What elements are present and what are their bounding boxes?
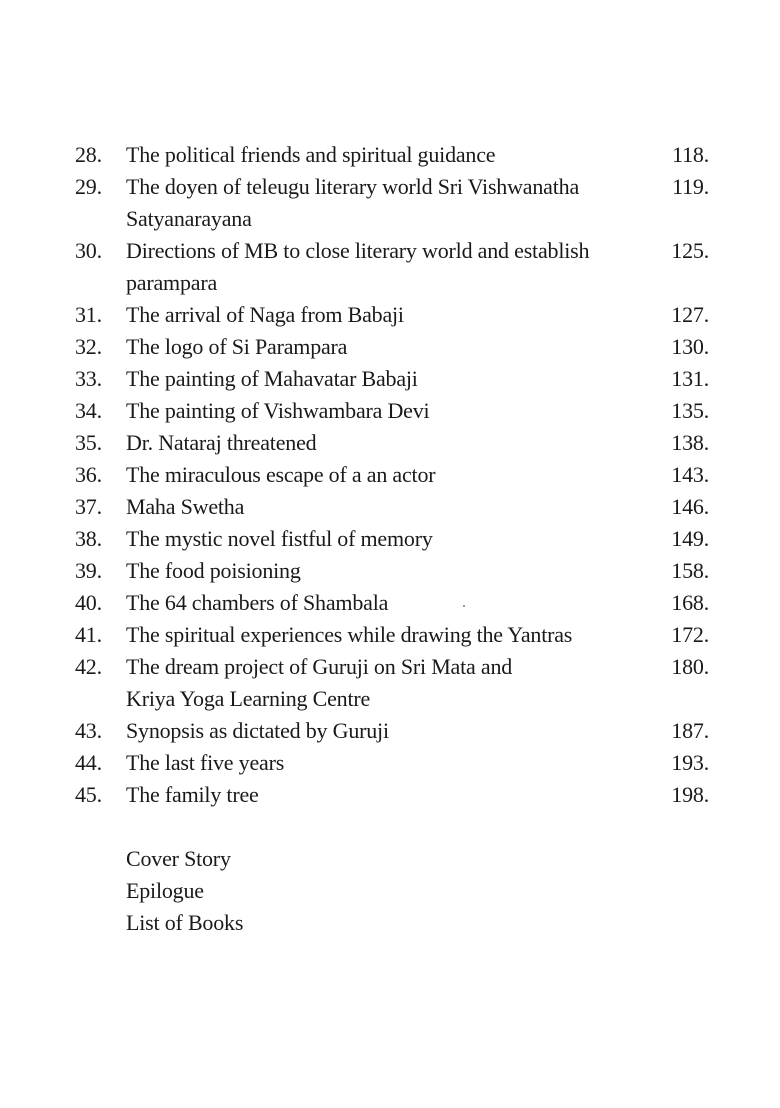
chapter-title: The political friends and spiritual guidance xyxy=(126,142,496,167)
page-number: 130. xyxy=(671,334,709,359)
toc-entry-41 xyxy=(75,619,709,651)
chapter-title-line-2: Kriya Yoga Learning Centre xyxy=(126,686,371,711)
toc-entry-30 xyxy=(75,235,709,299)
chapter-title xyxy=(126,171,663,235)
back-matter-cover-story: Cover Story xyxy=(126,846,231,871)
chapter-title: Synopsis as dictated by Guruji xyxy=(126,718,389,743)
toc-entry-45 xyxy=(75,779,709,811)
chapter-title: The 64 chambers of Shambala xyxy=(126,590,389,615)
chapter-title: The arrival of Naga from Babaji xyxy=(126,302,404,327)
chapter-number: 36. xyxy=(75,462,102,487)
page-number: 119. xyxy=(672,174,709,199)
chapter-number: 31. xyxy=(75,302,102,327)
chapter-number: 34. xyxy=(75,398,102,423)
toc-entry-36 xyxy=(75,459,709,491)
chapter-title: The painting of Vishwambara Devi xyxy=(126,398,430,423)
page-number: 168. xyxy=(671,590,709,615)
chapter-number: 40. xyxy=(75,590,102,615)
toc-entry-37 xyxy=(75,491,709,523)
page-number: 149. xyxy=(671,526,709,551)
chapter-number: 44. xyxy=(75,750,102,775)
chapter-title: The miraculous escape of a an actor xyxy=(126,462,436,487)
toc-entry-33 xyxy=(75,363,709,395)
back-matter-list-of-books: List of Books xyxy=(126,910,244,935)
toc-entry-29 xyxy=(75,171,709,235)
back-matter-list xyxy=(126,843,243,939)
chapter-number: 38. xyxy=(75,526,102,551)
back-matter-epilogue: Epilogue xyxy=(126,878,204,903)
page-number: 198. xyxy=(671,782,709,807)
page-number: 125. xyxy=(671,238,709,263)
print-speck xyxy=(463,605,465,607)
page-number: 135. xyxy=(671,398,709,423)
chapter-title: The food poisioning xyxy=(126,558,301,583)
table-of-contents xyxy=(75,139,709,811)
chapter-number: 42. xyxy=(75,654,102,679)
page-number: 118. xyxy=(672,142,709,167)
chapter-title-line-1: The doyen of teleugu literary world Sri Vishwanatha xyxy=(126,174,580,199)
chapter-number: 41. xyxy=(75,622,102,647)
chapter-number: 43. xyxy=(75,718,102,743)
toc-entry-31 xyxy=(75,299,709,331)
toc-entry-32 xyxy=(75,331,709,363)
chapter-title xyxy=(126,235,663,299)
chapter-number: 29. xyxy=(75,174,102,199)
chapter-title: The spiritual experiences while drawing the Yantras xyxy=(126,622,573,647)
chapter-title-line-1: Directions of MB to close literary world and establish xyxy=(126,238,590,263)
page-number: 193. xyxy=(671,750,709,775)
page-number: 127. xyxy=(671,302,709,327)
chapter-number: 45. xyxy=(75,782,102,807)
toc-entry-34 xyxy=(75,395,709,427)
page-number: 172. xyxy=(671,622,709,647)
chapter-title: The painting of Mahavatar Babaji xyxy=(126,366,418,391)
chapter-number: 35. xyxy=(75,430,102,455)
page-number: 180. xyxy=(671,654,709,679)
chapter-number: 37. xyxy=(75,494,102,519)
toc-entry-39 xyxy=(75,555,709,587)
chapter-title-line-2: Satyanarayana xyxy=(126,206,252,231)
toc-entry-43 xyxy=(75,715,709,747)
page-number: 187. xyxy=(671,718,709,743)
toc-entry-40 xyxy=(75,587,709,619)
page-number: 131. xyxy=(671,366,709,391)
page-number: 158. xyxy=(671,558,709,583)
page-number: 143. xyxy=(671,462,709,487)
toc-entry-38 xyxy=(75,523,709,555)
toc-entry-35 xyxy=(75,427,709,459)
chapter-title-line-1: The dream project of Guruji on Sri Mata and xyxy=(126,654,513,679)
chapter-title: The mystic novel fistful of memory xyxy=(126,526,433,551)
page-number: 146. xyxy=(671,494,709,519)
toc-entry-42 xyxy=(75,651,709,715)
toc-entry-28 xyxy=(75,139,709,171)
chapter-title: The last five years xyxy=(126,750,285,775)
chapter-title: Maha Swetha xyxy=(126,494,245,519)
chapter-number: 33. xyxy=(75,366,102,391)
chapter-title-line-2: parampara xyxy=(126,270,218,295)
chapter-title: Dr. Nataraj threatened xyxy=(126,430,317,455)
toc-entry-44 xyxy=(75,747,709,779)
chapter-number: 39. xyxy=(75,558,102,583)
page-number: 138. xyxy=(671,430,709,455)
chapter-title xyxy=(126,651,663,715)
chapter-number: 28. xyxy=(75,142,102,167)
chapter-title: The logo of Si Parampara xyxy=(126,334,348,359)
chapter-number: 32. xyxy=(75,334,102,359)
chapter-title: The family tree xyxy=(126,782,259,807)
chapter-number: 30. xyxy=(75,238,102,263)
